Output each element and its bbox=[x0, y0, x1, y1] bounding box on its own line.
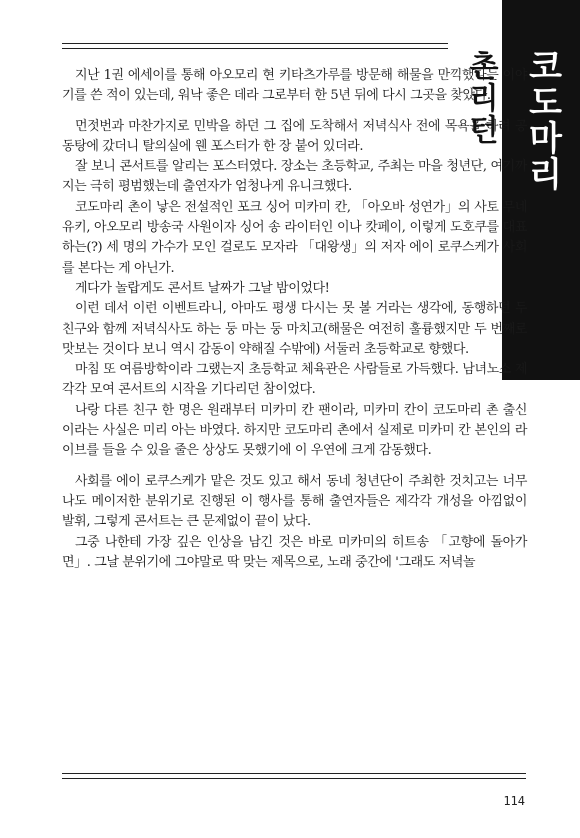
paragraph: 지난 1권 에세이를 통해 아오모리 현 키타츠가루를 방문해 해물을 만끽했다는 이야기를 쓴 적이 있는데, 워낙 좋은 데라 그로부터 한 5년 뒤에 다시 그곳을 찾았다. bbox=[62, 68, 527, 104]
paragraph: 게다가 놀랍게도 콘서트 날짜가 그날 밤이었다! bbox=[75, 280, 330, 296]
paragraph: 코도마리 촌이 낳은 전설적인 포크 싱어 미카미 칸, 「아오바 성연가」의 사토 무네유키, 아오모리 방송국 사원이자 싱어 송 라이터인 이나 캇페이, 이렇게 도호쿠를 대표하는(?) 세 명의 가수가 모인 걸로도 모자라 「대왕생」의 저자 에이 로쿠스케가 사회를 본다는 게 아닌가. bbox=[62, 199, 527, 276]
bottom-rule bbox=[62, 773, 526, 779]
top-rule bbox=[62, 43, 448, 49]
paragraph: 사회를 에이 로쿠스케가 맡은 것도 있고 해서 동네 청년단이 주최한 것치고는 너무나도 메이저한 분위기로 진행된 이 행사를 통해 출연자들은 제각각 개성을 아낌없이 발휘, 그렇게 콘서트는 큰 문제없이 끝이 났다. bbox=[62, 473, 527, 530]
page-number: 114 bbox=[503, 794, 525, 808]
title-main: 코도마리 bbox=[522, 48, 562, 192]
essay-body bbox=[62, 66, 527, 573]
paragraph: 마침 또 여름방학이라 그랬는지 초등학교 체육관은 사람들로 가득했다. 남녀노소 제각각 모여 콘서트의 시작을 기다리던 참이었다. bbox=[62, 362, 527, 398]
paragraph: 먼젓번과 마찬가지로 민박을 하던 그 집에 도착해서 저녁식사 전에 목욕을 하려 공동탕에 갔더니 탈의실에 웬 포스터가 한 장 붙어 있더라. bbox=[62, 118, 527, 154]
paragraph: 잘 보니 콘서트를 알리는 포스터였다. 장소는 초등학교, 주최는 마을 청년단, 여기까지는 극히 평범했는데 출연자가 엄청나게 유니크했다. bbox=[62, 159, 527, 195]
paragraph: 그중 나한테 가장 깊은 인상을 남긴 것은 바로 미카미의 히트송 「고향에 돌아가면」. 그날 분위기에 그야말로 딱 맞는 제목으로, 노래 중간에 '그래도 저녁놀 bbox=[62, 534, 527, 570]
paragraph: 이런 데서 이런 이벤트라니, 아마도 평생 다시는 못 볼 거라는 생각에, 동행하던 두 친구와 함께 저녁식사도 하는 둥 마는 둥 마치고(해물은 여전히 훌륭했지만 두 번째로 맛보는 것이다 보니 역시 감동이 약해질 수밖에) 서둘러 초등학교로 향했다. bbox=[62, 301, 527, 357]
paragraph: 나랑 다른 친구 한 명은 원래부터 미카미 칸 팬이라, 미카미 칸이 코도마리 촌 출신이라는 사실은 미리 아는 바였다. 하지만 코도마리 촌에서 실제로 미카미 칸 본인의 라이브를 들을 수 있을 줄은 상상도 못했기에 이 우연에 크게 감동했다. bbox=[62, 402, 527, 459]
title-subtitle: 촌리턴 bbox=[463, 50, 498, 146]
